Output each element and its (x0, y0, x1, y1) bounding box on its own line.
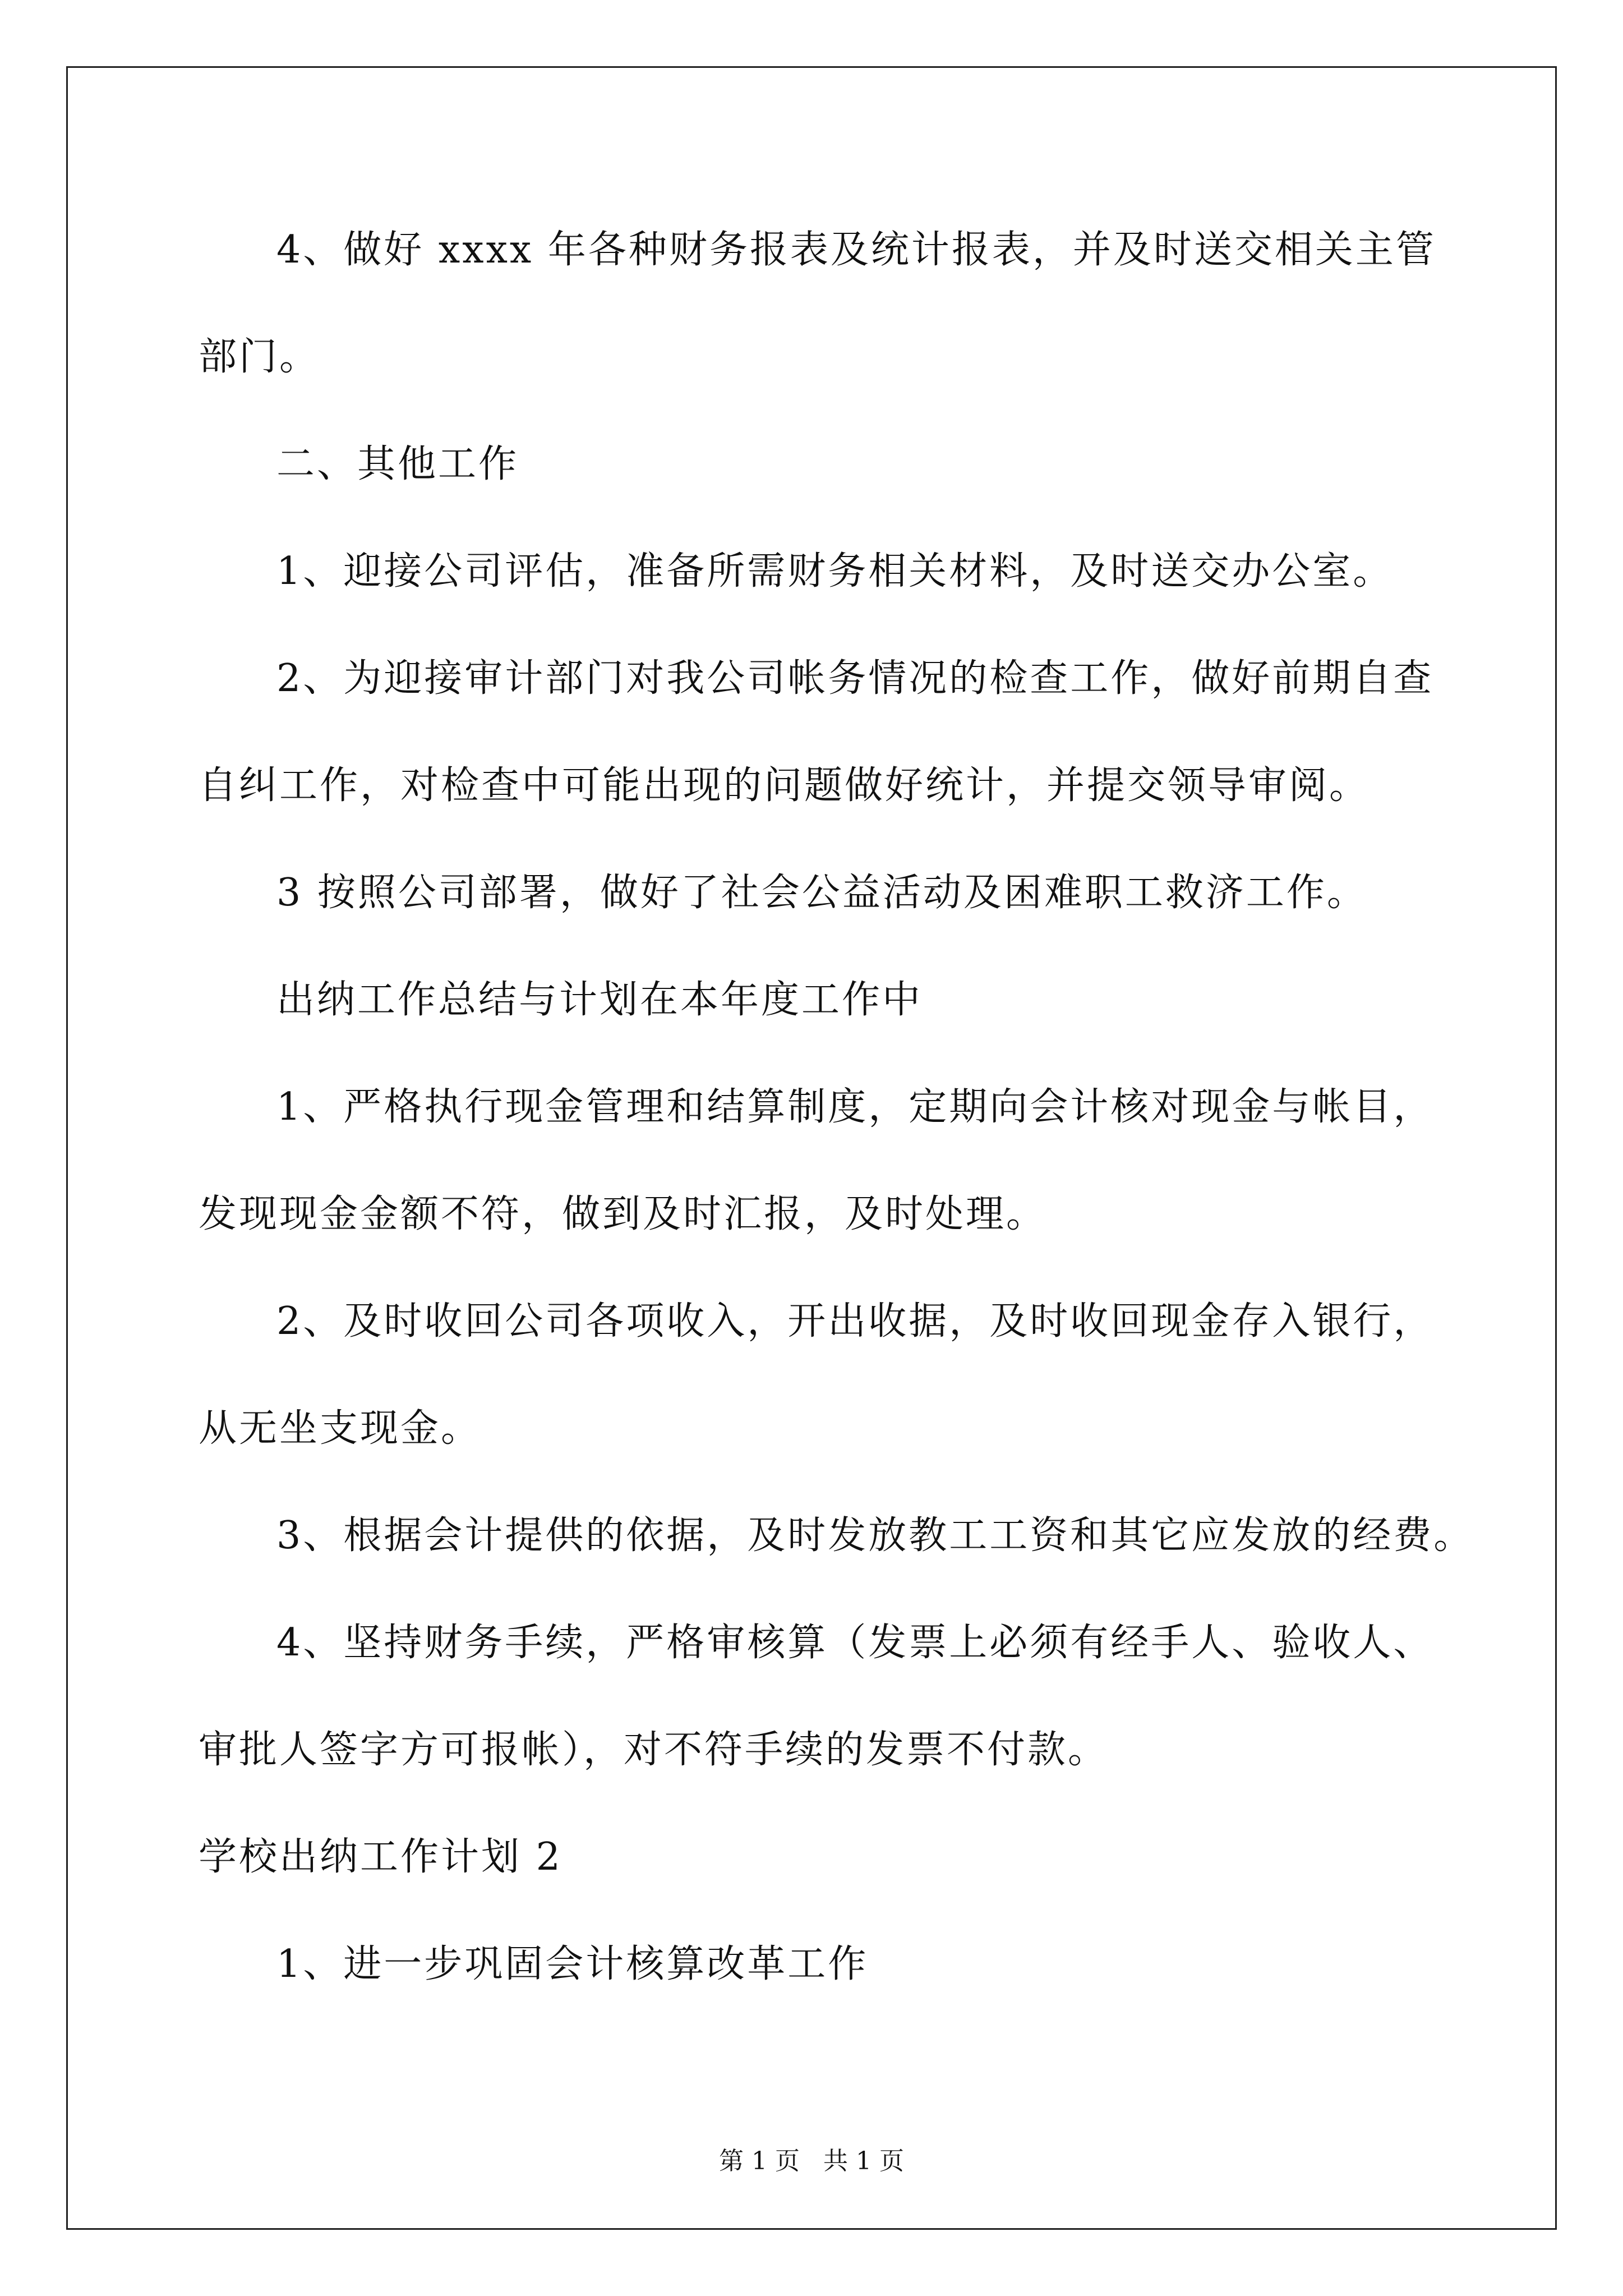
paragraph-line: 2、为迎接审计部门对我公司帐务情况的检查工作，做好前期自查 (276, 656, 1434, 701)
paragraph-line: 3、根据会计提供的依据，及时发放教工工资和其它应发放的经费。 (276, 1513, 1474, 1558)
paragraph-line: 3 按照公司部署，做好了社会公益活动及困难职工救济工作。 (276, 871, 1367, 915)
document-subtitle: 学校出纳工作计划 2 (199, 1835, 562, 1879)
paragraph-line: 自纠工作，对检查中可能出现的问题做好统计，并提交领导审阅。 (199, 763, 1370, 808)
paragraph-line: 从无坐支现金。 (199, 1406, 482, 1451)
paragraph-line: 1、迎接公司评估，准备所需财务相关材料，及时送交办公室。 (276, 549, 1394, 593)
section-heading: 二、其他工作 (276, 442, 519, 486)
paragraph-line: 1、严格执行现金管理和结算制度，定期向会计核对现金与帐目， (276, 1085, 1434, 1129)
paragraph-line: 4、坚持财务手续，严格审核算（发票上必须有经手人、验收人、 (276, 1621, 1434, 1665)
paragraph-line: 2、及时收回公司各项收入，开出收据，及时收回现金存入银行， (276, 1299, 1434, 1343)
page-footer: 第 1 页 共 1 页 (719, 2147, 904, 2175)
paragraph-line: 1、进一步巩固会计核算改革工作 (276, 1942, 869, 1986)
page-border (66, 66, 1557, 2230)
paragraph-line: 4、做好 xxxx 年各种财务报表及统计报表，并及时送交相关主管 (276, 228, 1436, 272)
paragraph-line: 发现现金金额不符，做到及时汇报，及时处理。 (199, 1192, 1047, 1236)
paragraph-line: 部门。 (199, 335, 320, 379)
paragraph-line: 出纳工作总结与计划在本年度工作中 (276, 978, 923, 1022)
paragraph-line: 审批人签字方可报帐），对不符手续的发票不付款。 (199, 1728, 1109, 1772)
